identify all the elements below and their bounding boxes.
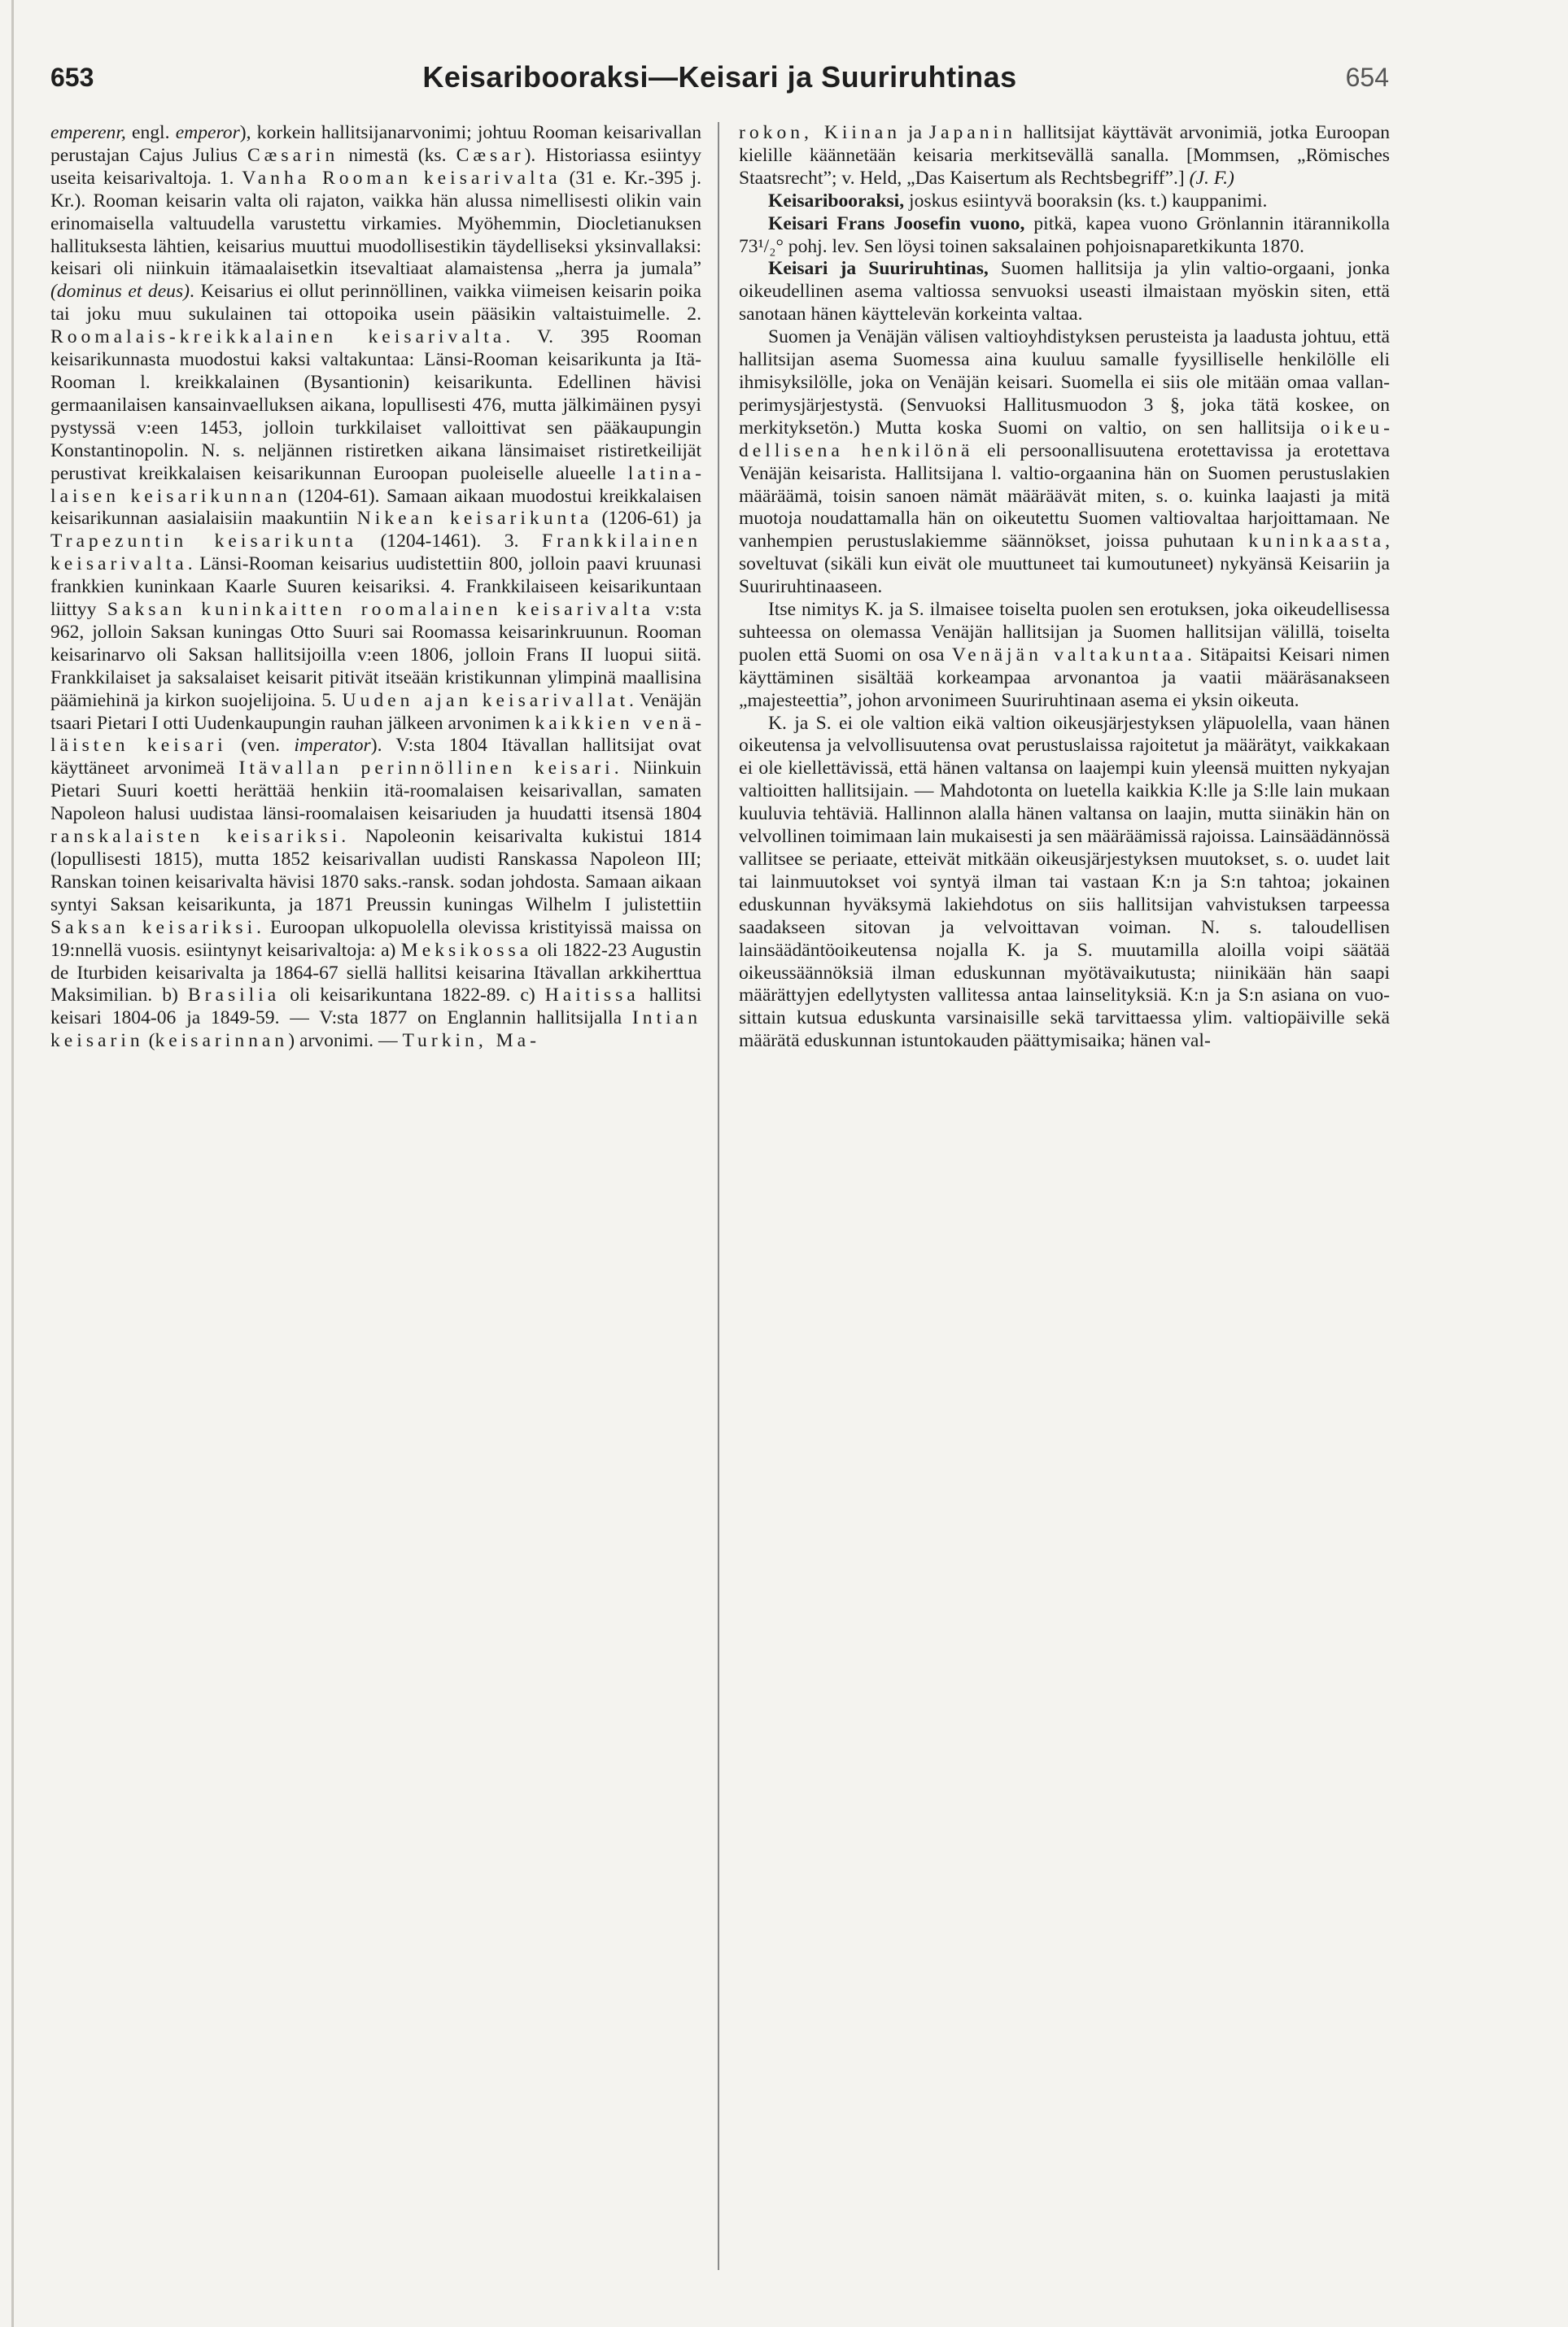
spaced-emphasis: Haitissa: [544, 984, 640, 1006]
left-column: [50, 122, 701, 2286]
text-run: , soveltuvat (sikäli kun eivät ole muuttuneet tai kumoutuneet) nykyänsä Keisariin ja Suuriruhtinaaseen.: [739, 530, 1390, 598]
spaced-emphasis: Saksan keisariksi: [50, 916, 257, 938]
entry-text: Suomen hallitsija ja ylin valtio-orgaani, jonka oikeudellinen asema valtiossa senvuoksi useasti ilmaistaan myöskin siten, että sanotaan hänen käyttelevän korkeinta valtaa.: [739, 258, 1390, 325]
text-run: ), korkein hallitsijanarvonimi; johtuu Rooman keisarivallan perustajan Cajus Julius: [50, 122, 701, 166]
paragraph: [739, 326, 1390, 599]
text-run: eli persoonallisuutena erotettavissa ja erotettava Venäjän keisarista. Hallitsijana l. valtio-orgaanina hän on Suomen perustuslakien määräämä, toisin sanoen nämät määräävät miten, s. o. kuinka laajasti ja mitä muotoja noudattamalla hän on oikeutettu Suomen valtiovaltaa harjoittamaan. Ne vanhempien perustuslakiemme säännökset, joissa puhutaan: [739, 439, 1390, 552]
entry-keisari-frans-joosefin-vuono: [739, 213, 1390, 259]
text-run: ). Historiassa esiintyy useita keisarivaltoja. 1.: [50, 144, 701, 189]
text-run: . Euroopan ulkopuolella olevissa kristityissä maissa on 19:nnellä vuosis. esiintynyt keisarivaltoja: a): [50, 916, 701, 961]
text-run: . Napoleonin keisarivalta kukistui 1814 (lopullisesti 1815), mutta 1852 keisarivallan uudisti Ranskassa Napoleon III; Ranskan toinen keisarivalta hävisi 1870 saks.-ransk. sodan johdosta. Samaan aikaan syntyi Saksan keisarikunta, ja 1871 Preussin kuningas Wilhelm I julistettiin: [50, 826, 701, 915]
entry-term: Keisari ja Suuriruhtinas,: [768, 258, 989, 280]
text-run: (ven.: [226, 735, 295, 757]
text-run: K. ja S. ei ole valtion eikä valtion oikeusjärjestyksen yläpuolella, vaan hänen oikeutensa ja velvollisuutensa ovat perustuslaissa rajoitetut ja määrätyt, vaikkakaan ei ole kiellettävissä, että hänen valtansa on laajempi kuin yleensä muitten nykyajan valtioitten hallitsijain. — Mahdotonta on luetella kaikkia K:lle ja S:lle lain mukaan kuuluvia tehtäviä. Hallinnon alalla hänen valtansa on laajin, mutta siinäkin hän on velvollinen toimimaan lain mukaisesti ja sen määräämissä rajoissa. Lainsäädännössä vallitsee se periaate, etteivät mitkään oikeusjärjestyksen muutokset, s. o. uudet lait tai lainmuutokset voi syntyä ilman tai vastaan K:n ja S:n tahtoa; jokainen eduskunnan hyväksymä lakiehdotus on siis hallitsijan vahvistuksen tarpeessa saadakseen sitovan ja velvoittavan voiman. N. s. taloudellisen lainsäädäntöoikeutensa nojalla K. ja S. muutamilla aloilla voipi säätää oikeussäännöksiä ilman eduskunnan myötävaikutusta; niinikään hän saapi määrättyjen edellytysten vallitessa antaa lainselityksiä. K:n ja S:n asiana on vuosittain kutsua eduskunta varsinaisille sekä tarvittaessa ylim. valtiopäiville sekä määrätä eduskunnan istuntokauden päättymisaika; hänen val-: [739, 712, 1390, 1052]
text-run: (31 e. Kr.-395 j. Kr.). Rooman keisarin valta oli rajaton, vaikka hän alussa nimellisesti olikin vain erinomaisella valtuudella varustettu virkamies. Myöhemmin, Diocletianuksen hallituksesta lähtien, keisarius muuttui muodollisestikin täydelliseksi yksinvallaksi: keisari oli niinkuin itämaalaisetkin itsevaltiaat alamaistensa „herra ja jumala”: [50, 167, 701, 280]
spaced-emphasis: Uuden ajan keisarivallat: [342, 689, 630, 711]
spaced-emphasis: Frankkilainen keisarivalta: [50, 530, 701, 575]
entry-term: Keisaribooraksi,: [768, 190, 905, 212]
italic-text: imperator: [294, 735, 371, 757]
entry-keisaribooraksi: [739, 190, 1390, 213]
text-run: Suomen ja Venäjän välisen valtioyhdistyksen perusteista ja laadusta johtuu, että hallitsijan asema Suomessa aina kuuluu samalle fyysilliselle henkilölle eli ihmisyksilölle, joka on Venäjän keisari. Suomella ei siis ole mitään omaa vallanperimysjärjestystä. (Senvuoksi Hallitusmuodon 3 §, joka tätä koskee, on merkityksetön.) Mutta koska Suomi on valtio, on sen hallitsija: [739, 326, 1390, 439]
article-keisari-end: [739, 122, 1390, 190]
running-title: Keisaribooraksi—Keisari ja Suuriruhtinas: [422, 60, 1017, 94]
italic-text: (J. F.): [1189, 167, 1234, 189]
spaced-emphasis: Turkin, Ma-: [402, 1030, 540, 1052]
column-divider: [718, 122, 719, 2270]
text-run: (1206-61) ja: [592, 508, 701, 530]
spaced-emphasis: Cæsarin: [247, 144, 339, 166]
text-run: hallitsijat käyttävät arvonimiä, jotka Euroopan kielille käännetään keisaria merkitsevällä sanalla. [Mommsen, „Römisches Staatsrecht”; v. Held, „Das Kaisertum als Rechtsbegriff”.]: [739, 122, 1390, 189]
paragraph: [739, 599, 1390, 713]
page-header: [50, 59, 1389, 96]
spaced-emphasis: keisarinnan: [155, 1030, 289, 1052]
spaced-emphasis: kuninkaasta: [1248, 530, 1386, 552]
entry-keisari-ja-suuriruhtinas: [739, 258, 1390, 326]
spaced-emphasis: latinalaisen keisarikunnan: [50, 462, 701, 507]
text-run: . Länsi-Rooman keisarius uudistettiin 800, jolloin paavi kruunasi frankkien kuninkaan Kaarle Suuren keisariksi. 4. Frankkilaiseen keisarikuntaan liittyy: [50, 553, 701, 621]
text-run: v:sta 962, jolloin Saksan kuningas Otto Suuri sai Roomassa keisarinkruunun. Rooman keisarinarvo oli Saksan hallitsijoilla v:een 1806, jolloin Frans II luopui siitä. Frankkilaiset ja saksalaiset keisarit pitivät itseään kristikunnan ylimpinä maallisina päämiehinä ja kirkon suojelijoina. 5.: [50, 599, 701, 711]
article-keisari-continued: [50, 122, 701, 1053]
spaced-emphasis: Trapezuntin keisarikunta: [50, 530, 357, 552]
text-run: engl.: [125, 122, 176, 143]
italic-text: (dominus et deus): [50, 281, 190, 303]
text-run: oli keisarikuntana 1822-89. c): [280, 984, 545, 1006]
italic-text: emperor: [175, 122, 240, 143]
text-run: (: [143, 1030, 155, 1052]
text-run: . V. 395 Rooman keisarikunnasta muodostui kaksi valtakuntaa: Länsi-Rooman keisarikunta ja Itä-Rooman l. kreikkalainen (Bysantionin) keisarikunta. Edellinen hävisi germaanilaisen kansainvaelluksen aikana, lopullisesti 476, mutta jälkimäinen pysyi pystyssä v:een 1453, jolloin turkkilaiset valloittivat sen pääkaupungin Konstantinopolin. N. s. neljännen ristiretken aikana länsimaiset ristiretkeilijät perustivat kreikkalaisen keisarikunnan Euroopan puoleiselle alueelle: [50, 326, 701, 484]
spaced-emphasis: Brasilia: [187, 984, 281, 1006]
italic-text: emperenr,: [50, 122, 126, 143]
spaced-emphasis: Cæsar: [456, 144, 525, 166]
text-run: (1204-61). Samaan aikaan muodostui kreikkalaisen keisarikunnan aasialaisiin maakuntiin: [50, 485, 701, 530]
paragraph: [739, 713, 1390, 1054]
spaced-emphasis: rokon, Kiinan: [739, 122, 902, 143]
page-number-left: 653: [50, 63, 94, 92]
spaced-emphasis: Venäjän valtakuntaa: [951, 644, 1187, 666]
text-run: . Keisarius ei ollut perinnöllinen, vaikka viimeisen keisarin poika tai joku muu sukulainen tai ottopoika usein pääsikin valtaistuimelle. 2.: [50, 281, 701, 325]
spaced-emphasis: kaikkien venäläisten keisari: [50, 712, 701, 757]
text-run: . Venäjän tsaari Pietari I otti Uudenkaupungin rauhan jälkeen arvonimen: [50, 689, 701, 734]
text-run: ja: [901, 122, 929, 143]
spaced-emphasis: Nikean keisarikunta: [356, 508, 593, 530]
spaced-emphasis: Itävallan perinnöllinen keisari: [238, 757, 614, 779]
text-run: Itse nimitys K. ja S. ilmaisee toiselta puolen sen erotuksen, joka oikeudellisessa suhteessa on olemassa Venäjän hallitsijan ja Suomen hallitsijan välillä, toiselta puolen että Suomi on osa: [739, 599, 1390, 666]
text-run: . Sitäpaitsi Keisari nimen käyttäminen sisältää korkeampaa arvonantoa ja vaatii määräsanakseen „majesteettia”, johon arvonimeen Suuriruhtinaan asema ei yksin oikeuta.: [739, 644, 1390, 711]
text-run: ) arvonimi. —: [288, 1030, 403, 1052]
spaced-emphasis: Japanin: [928, 122, 1016, 143]
spaced-emphasis: ranskalaisten keisariksi: [50, 826, 342, 848]
text-run: ). V:sta 1804 Itävallan hallitsijat ovat käyttäneet arvonimeä: [50, 735, 701, 779]
entry-text: joskus esiintyvä booraksin (ks. t.) kauppanimi.: [904, 190, 1268, 212]
spaced-emphasis: Intian keisarin: [50, 1007, 701, 1052]
text-run: (1204-1461). 3.: [356, 530, 542, 552]
right-column: [739, 122, 1390, 2286]
text-run: . Niinkuin Pietari Suuri koetti herättää henkiin itä-roomalaisen keisarivallan, samaten Napoleon halusi uudistaa länsi-roomalaisen keisariuden ja huudatti itsensä 1804: [50, 757, 701, 825]
entry-text: pitkä, kapea vuono Grönlannin itärannikolla 73¹/₂° pohj. lev. Sen löysi toinen saksalainen pohjoisnaparetkikunta 1870.: [739, 212, 1390, 257]
spaced-emphasis: Roomalais-kreikkalainen keisarivalta: [50, 326, 506, 348]
spaced-emphasis: Meksikossa: [400, 939, 533, 961]
spaced-emphasis: Vanha Rooman keisarivalta: [242, 167, 561, 189]
spaced-emphasis: Saksan kuninkaitten roomalainen keisarivalta: [107, 599, 654, 621]
page-number-right: 654: [1345, 63, 1389, 92]
text-run: oli 1822-23 Augustin de Iturbiden keisarivalta ja 1864-67 siellä hallitsi keisarina Itävallan arkkiherttua Maksimilian. b): [50, 939, 701, 1006]
spaced-emphasis: oikeudellisena henkilönä: [739, 417, 1390, 461]
text-run: hallitsi keisari 1804-06 ja 1849-59. — V:sta 1877 on Englannin hallitsijalla: [50, 984, 701, 1029]
entry-term: Keisari Frans Joosefin vuono,: [768, 212, 1025, 234]
text-run: nimestä (ks.: [338, 144, 456, 166]
binding-edge: [11, 0, 14, 2327]
